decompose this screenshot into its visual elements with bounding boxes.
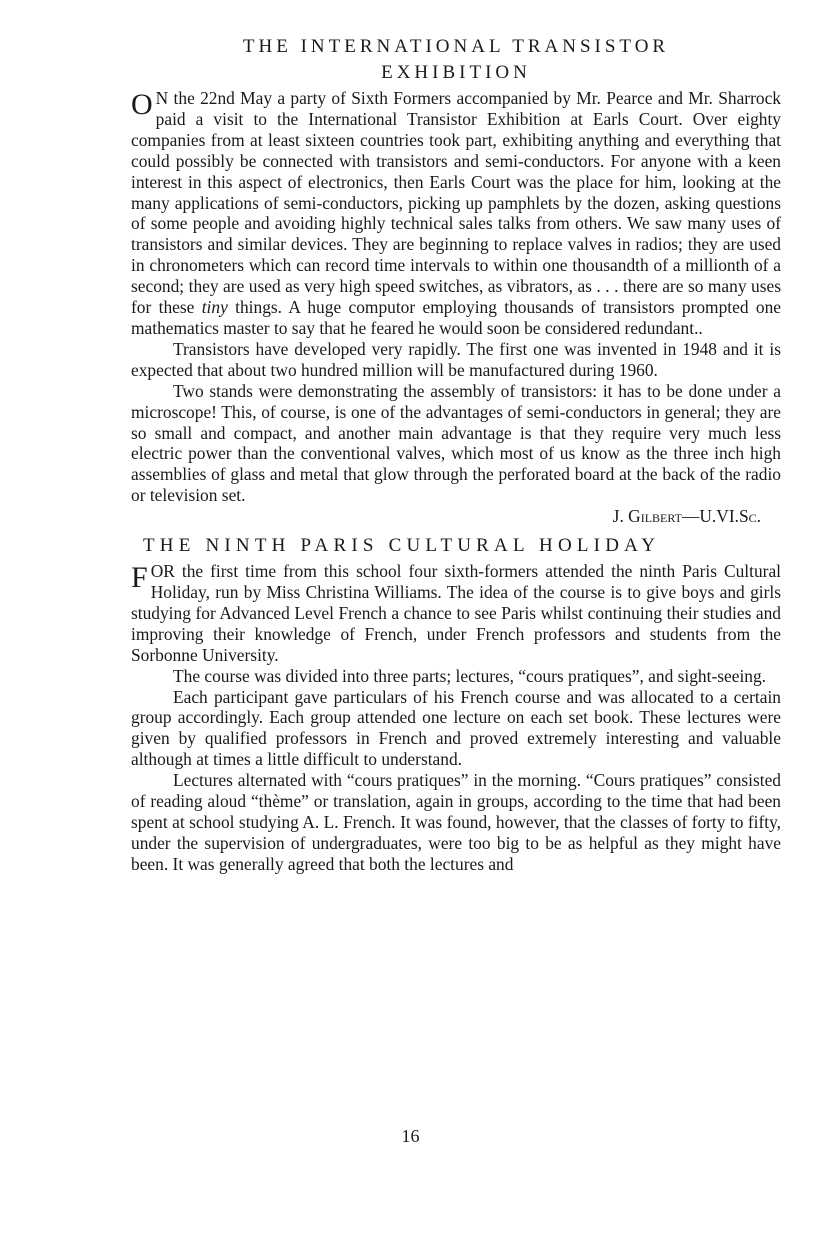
article-title-line2: EXHIBITION [381,62,531,83]
article1-para1-body [131,88,781,338]
article2-para1-body: ninth Paris Cultural Holiday, run by Miss Christina Williams. The idea of the course is to give boys and girls studying for Advanced Level French a chance to see Paris whilst continuing their studies and improving their knowledge of French, under French professors and students from the Sorbonne University. [131,561,781,665]
article2-paragraph-1 [131,561,781,666]
article2-paragraph-2: The course was divided into three parts; lectures, “cours pratiques”, and sight-seeing. [173,665,767,686]
dropcap-o: O [131,88,153,121]
article2-paragraph-3: Each participant gave particulars of his French course and was allocated to a certain group accordingly. Each group attended one lecture on each set book. These lectures were given by qualified professors in French and proved extremely interesting and valuable although at times a little difficult to understand. [131,686,781,770]
article1-para1-italic: tiny [201,297,228,318]
article2-para1-first-line: OR the first time from this school four sixth-formers attended the [150,561,633,582]
author-signature [131,506,781,527]
article1-paragraph-2: Transistors have developed very rapidly. The first one was invented in 1948 and it is expected that about two hundred million will be manufactured during 1960. [131,338,781,380]
article-title-paris: THE NINTH PARIS CULTURAL HOLIDAY [143,535,661,557]
dropcap-f: F [131,561,148,595]
article1-paragraph-1 [131,88,781,339]
document-page [131,34,781,875]
article1-para1-text-a: Pearce and Mr. Sharrock paid a visit to the International Transistor Exhibition at Earls Court. Over eighty companies from at least sixteen countries took part, exhibiting anything and everything that could possibly be connected with transistors and semi-conductors. For anyone with a keen interest in this aspect of electronics, then Earls Court was the place for him, looking at the many applications of semi-conductors, picking up pamphlets by the dozen, asking questions of some people and avoiding highly technical sales talks from others. We saw many uses of transistors and similar devices. They are beginning to replace valves in radios; they are used in chronometers which can record time intervals to within one thousandth of a millionth of a second; they are used as very high speed switches, as vibrators, as . . . there are so many uses for these [131,88,781,318]
article-title-line1: THE INTERNATIONAL TRANSISTOR [242,36,670,57]
article1-paragraph-3: Two stands were demonstrating the assembly of transistors: it has to be done under a microscope! This, of course, is one of the advantages of semi-conductors in general; they are so small and compact, and another main advantage is that they require very much less electric power than the conventional valves, which most of us know as the three inch high assemblies of glass and metal that glow through the perforated board at the back of the radio or television set. [131,380,781,506]
article-title-transistor [131,34,781,86]
article2-paragraph-4: Lectures alternated with “cours pratiques” in the morning. “Cours pratiques” consisted of reading aloud “thème” or translation, again in groups, according to the time that had been spent at school studying A. L. French. It was found, however, that the classes of forty to fifty, under the supervision of undergraduates, were too big to be as helpful as they might have been. It was generally agreed that both the lectures and [131,770,781,874]
article1-para1-text-b: things. A huge computor employing thousands of transistors prompted one mathematics master to say that he feared he would soon be considered redundant.. [131,297,781,338]
article1-para1-first-line: N the 22nd May a party of Sixth Formers accompanied by Mr. [155,88,601,108]
page-number: 16 [401,1126,420,1146]
signature-text: J. Gilbert—U.VI.Sc. [612,506,761,527]
